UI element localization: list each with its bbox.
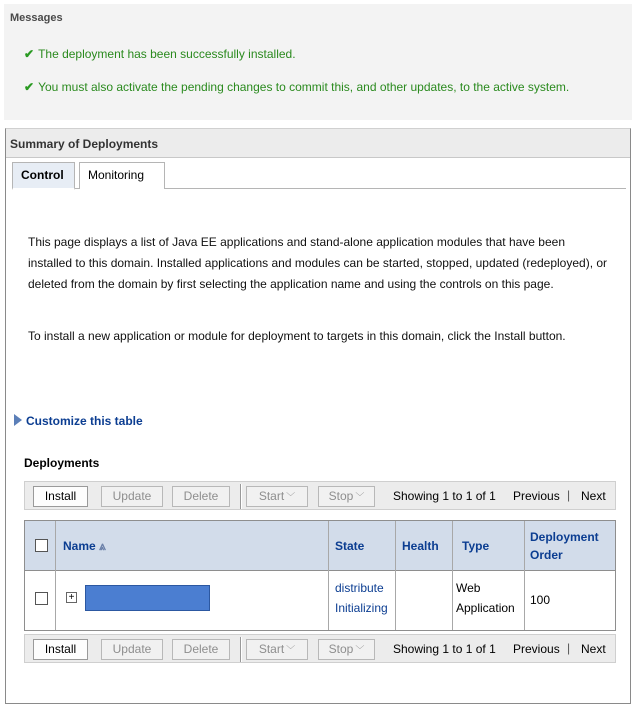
install-button[interactable]: Install bbox=[33, 486, 88, 507]
column-divider bbox=[395, 521, 396, 630]
checkmark-icon: ✔ bbox=[24, 47, 35, 61]
success-message-text: The deployment has been successfully installed. bbox=[38, 47, 296, 61]
start-dropdown-button[interactable] bbox=[246, 639, 308, 660]
start-label: Start bbox=[258, 642, 285, 656]
column-divider bbox=[452, 521, 453, 630]
stop-dropdown-button[interactable] bbox=[318, 486, 375, 507]
pagination-status: Showing 1 to 1 of 1 bbox=[393, 489, 496, 503]
checkmark-icon: ✔ bbox=[24, 80, 35, 94]
tab-monitoring[interactable]: Monitoring bbox=[79, 162, 165, 189]
table-row bbox=[25, 572, 615, 630]
column-divider bbox=[524, 521, 525, 630]
state-substatus: Initializing bbox=[335, 601, 388, 615]
previous-page-link[interactable]: Previous bbox=[513, 489, 560, 503]
expand-icon[interactable]: + bbox=[66, 592, 77, 603]
column-header-type[interactable]: Type bbox=[462, 539, 490, 553]
table-toolbar-bottom bbox=[24, 634, 616, 663]
select-all-checkbox[interactable] bbox=[35, 539, 48, 552]
pagination-status: Showing 1 to 1 of 1 bbox=[393, 642, 496, 656]
chevron-down-icon: ﹀ bbox=[286, 492, 296, 502]
page-title: Summary of Deployments bbox=[10, 137, 159, 151]
tab-bar bbox=[12, 162, 626, 189]
pagination-divider: | bbox=[567, 488, 571, 502]
customize-table-link[interactable] bbox=[14, 414, 143, 428]
deployments-heading: Deployments bbox=[24, 456, 100, 470]
next-page-link[interactable]: Next bbox=[581, 642, 606, 656]
start-label: Start bbox=[258, 489, 285, 503]
state-value: distribute bbox=[335, 581, 384, 595]
stop-label: Stop bbox=[328, 642, 354, 656]
sort-icon: ⩓ bbox=[99, 539, 106, 553]
toolbar-separator bbox=[240, 484, 242, 509]
column-header-deployment-order[interactable]: Deployment Order bbox=[530, 530, 599, 562]
chevron-down-icon: ﹀ bbox=[355, 492, 365, 502]
success-message bbox=[24, 44, 296, 65]
table-header-row bbox=[25, 521, 615, 571]
messages-panel bbox=[4, 4, 632, 120]
column-divider bbox=[55, 521, 56, 630]
chevron-down-icon: ﹀ bbox=[355, 645, 365, 655]
update-button[interactable]: Update bbox=[101, 639, 163, 660]
deployment-order-cell: 100 bbox=[530, 593, 551, 607]
pagination-divider: | bbox=[567, 641, 571, 655]
column-divider bbox=[328, 521, 329, 630]
description-text: This page displays a list of Java EE applications and stand-alone application modules that have been installed to this domain. Installed applications and modules can be started, stopped, updated (redeployed), or deleted from the domain by first selecting the application name and using the controls on this page. bbox=[28, 235, 608, 291]
customize-table-label: Customize this table bbox=[26, 414, 143, 428]
expand-triangle-icon bbox=[14, 414, 22, 426]
column-header-name[interactable] bbox=[63, 539, 106, 554]
name-header-label: Name bbox=[63, 539, 96, 553]
panel-header bbox=[6, 129, 630, 158]
install-button[interactable]: Install bbox=[33, 639, 88, 660]
activate-message-text: You must also activate the pending changes to commit this, and other updates, to the active system. bbox=[38, 80, 570, 94]
start-dropdown-button[interactable] bbox=[246, 486, 308, 507]
state-cell[interactable] bbox=[335, 578, 388, 618]
messages-title: Messages bbox=[10, 12, 63, 24]
previous-page-link[interactable]: Previous bbox=[513, 642, 560, 656]
delete-button[interactable]: Delete bbox=[172, 639, 230, 660]
update-button[interactable]: Update bbox=[101, 486, 163, 507]
column-header-state[interactable]: State bbox=[335, 539, 365, 553]
type-cell: Web Application bbox=[456, 581, 515, 615]
install-instructions: To install a new application or module for deployment to targets in this domain, click the Install button. bbox=[28, 329, 566, 343]
activate-message bbox=[24, 77, 614, 98]
toolbar-separator bbox=[240, 637, 242, 662]
row-checkbox[interactable] bbox=[35, 592, 48, 605]
table-toolbar-top bbox=[24, 481, 616, 510]
delete-button[interactable]: Delete bbox=[172, 486, 230, 507]
summary-panel bbox=[5, 128, 631, 704]
chevron-down-icon: ﹀ bbox=[286, 645, 296, 655]
column-header-health[interactable]: Health bbox=[402, 539, 439, 553]
stop-dropdown-button[interactable] bbox=[318, 639, 375, 660]
stop-label: Stop bbox=[328, 489, 354, 503]
tab-control[interactable]: Control bbox=[12, 162, 75, 190]
next-page-link[interactable]: Next bbox=[581, 489, 606, 503]
deployments-table bbox=[24, 520, 616, 631]
redacted-application-name[interactable] bbox=[85, 585, 210, 611]
